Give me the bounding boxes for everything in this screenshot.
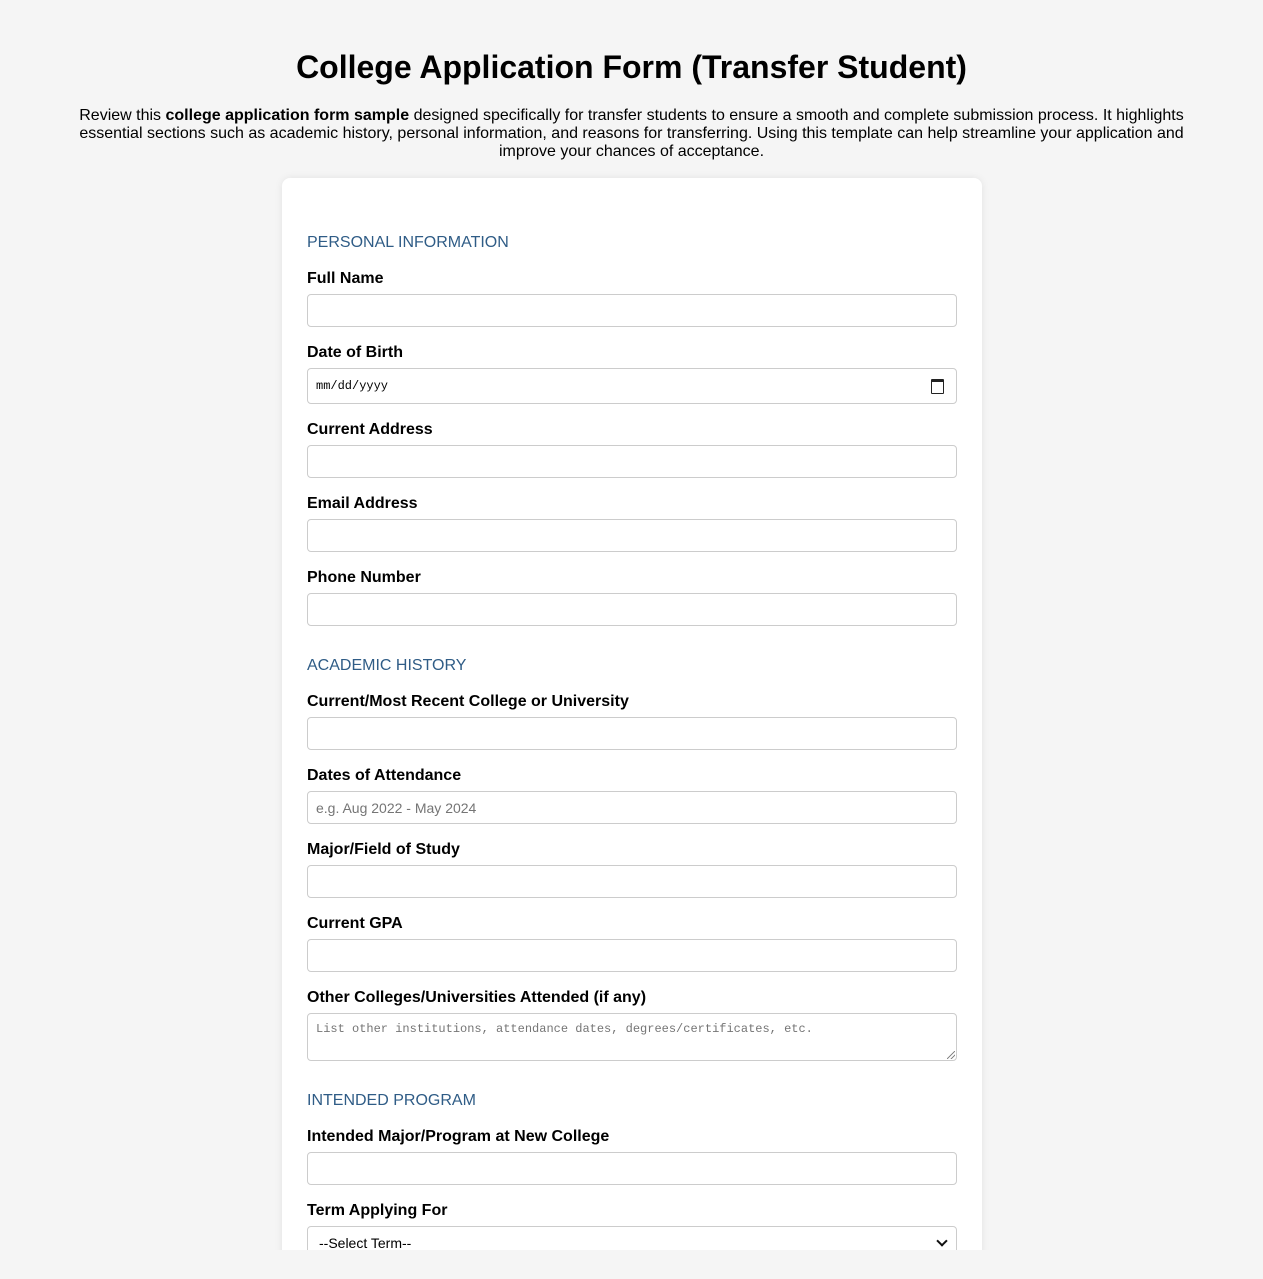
email-address-input[interactable] [307,519,957,552]
application-form-card [282,178,982,1250]
major-field-label: Major/Field of Study [307,841,460,858]
page-title: College Application Form (Transfer Student) [296,49,967,85]
chevron-down-icon [936,1235,947,1246]
other-colleges-wrapper [307,1013,957,1061]
current-address-label: Current Address [307,421,433,438]
current-college-input[interactable] [307,717,957,750]
intended-major-input[interactable] [307,1152,957,1185]
other-colleges-textarea[interactable] [307,1013,957,1061]
current-college-label: Current/Most Recent College or University [307,693,629,710]
intro-prefix: Review this [79,107,166,124]
section-title-intended-program: INTENDED PROGRAM [307,1092,476,1109]
current-gpa-input[interactable] [307,939,957,972]
full-name-label: Full Name [307,270,384,287]
term-selected-value: --Select Term-- [319,1235,412,1250]
calendar-icon[interactable] [931,379,944,394]
current-address-input[interactable] [307,445,957,478]
term-applying-label: Term Applying For [307,1202,448,1219]
full-name-input[interactable] [307,294,957,327]
term-applying-select[interactable] [307,1226,957,1250]
intro-suffix: designed specifically for transfer students to ensure a smooth and complete submission process. It highlights essential sections such as academic history, personal information, and reasons for transferring. Using this template can help streamline your application and improve your chances of acceptance. [79,107,1184,160]
date-of-birth-label: Date of Birth [307,344,403,361]
intro-paragraph [72,107,1191,161]
dates-of-attendance-label: Dates of Attendance [307,767,462,784]
section-title-personal-information: PERSONAL INFORMATION [307,234,509,251]
phone-number-input[interactable] [307,593,957,626]
intro-bold-keyword: college application form sample [165,107,410,124]
current-gpa-label: Current GPA [307,915,403,932]
date-of-birth-placeholder: mm/dd/yyyy [316,379,389,393]
phone-number-label: Phone Number [307,569,421,586]
intended-major-label: Intended Major/Program at New College [307,1128,610,1145]
email-address-label: Email Address [307,495,418,512]
other-colleges-label: Other Colleges/Universities Attended (if any) [307,989,647,1006]
dates-of-attendance-input[interactable] [307,791,957,824]
resize-handle-icon[interactable] [947,1051,955,1059]
date-of-birth-input[interactable] [307,368,957,404]
section-title-academic-history: ACADEMIC HISTORY [307,657,467,674]
major-field-input[interactable] [307,865,957,898]
